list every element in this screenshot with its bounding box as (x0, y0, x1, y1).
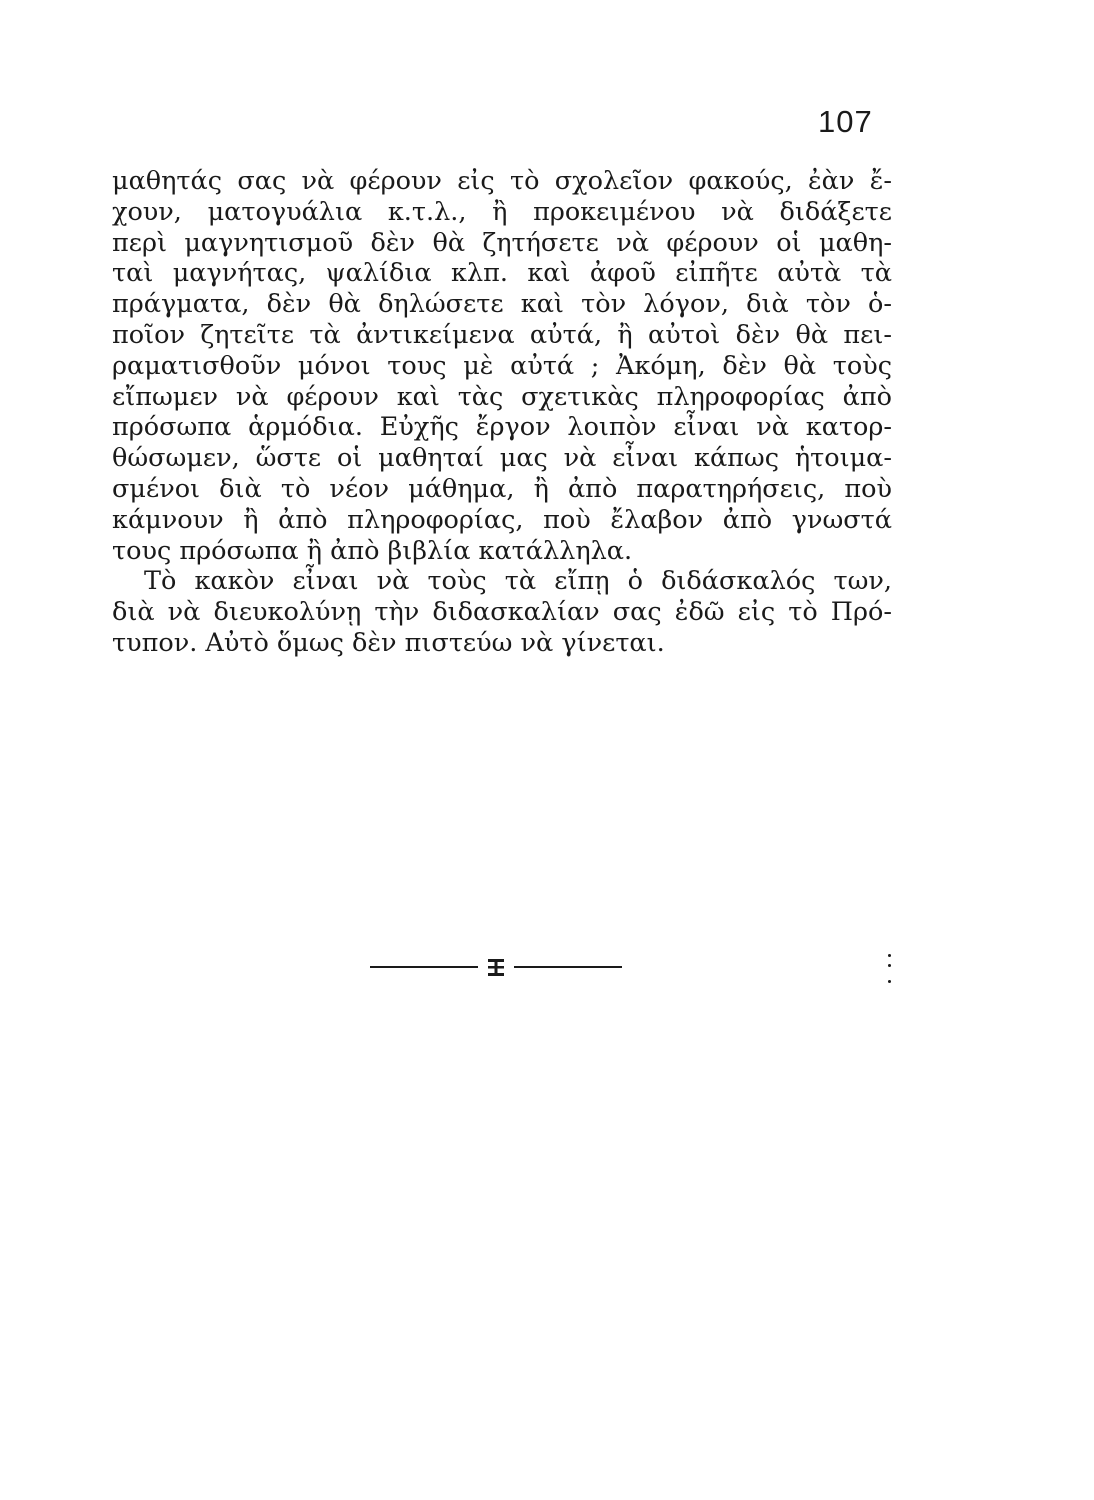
text-line: τυπον. Αὐτὸ ὅμως δὲν πιστεύω νὰ γίνεται. (112, 627, 665, 658)
text-line: περὶ μαγνητισμοῦ δὲν θὰ ζητήσετε νὰ φέρουν οἱ μαθη- (112, 227, 892, 258)
text-line: ταὶ μαγνήτας, ψαλίδια κλπ. καὶ ἀφοῦ εἰπῆτε αὐτὰ τὰ (112, 258, 892, 289)
text-line: διὰ νὰ διευκολύνῃ τὴν διδασκαλίαν σας ἐδῶ εἰς τὸ Πρό- (112, 597, 892, 628)
text-line: τους πρόσωπα ἢ ἀπὸ βιβλία κατάλληλα. (112, 535, 633, 566)
text-line: πράγματα, δὲν θὰ δηλώσετε καὶ τὸν λόγον, διὰ τὸν ὁ- (112, 289, 892, 320)
text-line: κάμνουν ἢ ἀπὸ πληροφορίας, ποὺ ἔλαβον ἀπὸ γνωστά (112, 504, 892, 535)
page-number: 107 (818, 104, 873, 139)
text-line: σμένοι διὰ τὸ νέον μάθημα, ἢ ἀπὸ παρατηρήσεις, ποὺ (112, 473, 892, 504)
text-line: εἴπωμεν νὰ φέρουν καὶ τὰς σχετικὰς πληροφορίας ἀπὸ (112, 381, 892, 412)
text-line: μαθητάς σας νὰ φέρουν εἰς τὸ σχολεῖον φακούς, ἐὰν ἔ- (112, 166, 892, 196)
text-line: ποῖον ζητεῖτε τὰ ἀντικείμενα αὐτά, ἢ αὐτοὶ δὲν θὰ πει- (112, 319, 892, 350)
scan-margin-marks (886, 950, 892, 990)
text-line: πρόσωπα ἁρμόδια. Εὐχῆς ἔργον λοιπὸν εἶναι νὰ κατορ- (112, 412, 892, 443)
text-line: θώσωμεν, ὥστε οἱ μαθηταί μας νὰ εἶναι κάπως ἡτοιμα- (112, 443, 892, 474)
text-line: χουν, ματογυάλια κ.τ.λ., ἢ προκειμένου νὰ διδάξετε (112, 196, 892, 227)
fleuron-icon (484, 955, 508, 979)
body-text (112, 166, 892, 659)
text-line: Τὸ κακὸν εἶναι νὰ τοὺς τὰ εἴπῃ ὁ διδάσκαλός των, (144, 566, 892, 597)
text-line: ραματισθοῦν μόνοι τους μὲ αὐτά ; Ἀκόμη, δὲν θὰ τοὺς (112, 350, 892, 381)
section-divider (370, 955, 622, 979)
divider-rule-left (370, 966, 478, 968)
divider-rule-right (514, 966, 622, 968)
